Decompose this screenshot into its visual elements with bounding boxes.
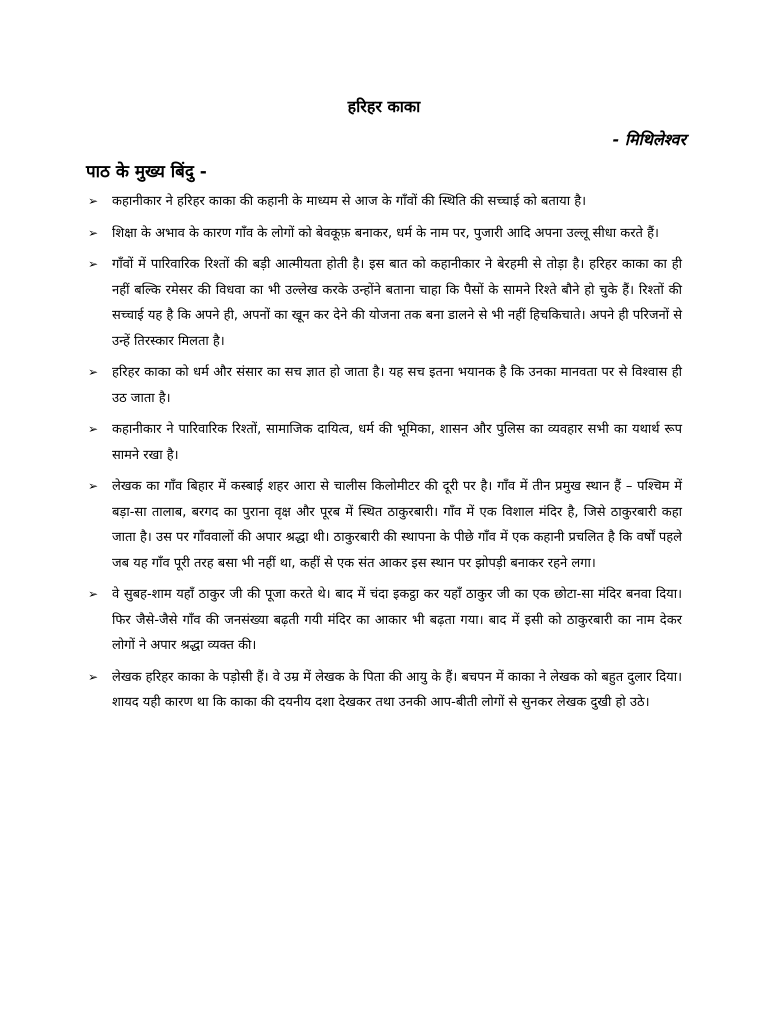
arrow-bullet-icon: ➢ xyxy=(88,365,99,379)
point-text: कहानीकार ने हरिहर काका की कहानी के माध्यम से आज के गाँवों की स्थिति की सच्चाई को बताया है। xyxy=(112,194,587,209)
arrow-bullet-icon: ➢ xyxy=(88,669,99,684)
point-text: कहानीकार ने पारिवारिक रिश्तों, सामाजिक दायित्व, धर्म की भूमिका, शासन और पुलिस का व्यवहार सभी का यथार्थ रूप सामने रखा है। xyxy=(112,422,682,463)
point-text: हरिहर काका को धर्म और संसार का सच ज्ञात हो जाता है। यह सच इतना भयानक है कि उनका मानवता पर से विश्वास ही उठ जाता है। xyxy=(112,365,682,406)
point-text: गाँवों में पारिवारिक रिश्तों की बड़ी आत्मीयता होती है। इस बात को कहानीकार ने बेरहमी से तोड़ा है। हरिहर काका का ही नहीं बल्कि रमेसर की विधवा का भी उल्लेख करके उन्होंने बताना चाहा कि पैसों के सामने रिश्ते बौने हो चुके हैं। रिश्तों की सच्चाई यह है कि अपने ही, अपनों का खून कर देने की योजना तक बना डालने से भी नहीं हिचकिचाते। अपने ही परिजनों से उन्हें तिरस्कार मिलता है। xyxy=(112,257,682,349)
section-heading: पाठ के मुख्य बिंदु - xyxy=(86,162,207,182)
point-text: शिक्षा के अभाव के कारण गाँव के लोगों को बेवकूफ़ बनाकर, धर्म के नाम पर, पुजारी आदि अपना उल्लू सीधा करते हैं। xyxy=(112,225,659,241)
list-item xyxy=(86,582,682,659)
point-text: लेखक हरिहर काका के पड़ोसी हैं। वे उम्र में लेखक के पिता की आयु के हैं। बचपन में काका ने लेखक को बहुत दुलार दिया। शायद यही कारण था कि काका की दयनीय दशा देखकर तथा उनकी आप-बीती लोगों से सुनकर लेखक दुखी हो उठे। xyxy=(112,669,682,710)
point-text: लेखक का गाँव बिहार में कस्बाई शहर आरा से चालीस किलोमीटर की दूरी पर है। गाँव में तीन प्रमुख स्थान हैं – पश्चिम में बड़ा-सा तालाब, बरगद का पुराना वृक्ष और पूरब में स्थित ठाकुरबारी। गाँव में एक विशाल मंदिर है, जिसे ठाकुरबारी कहा जाता है। उस पर गाँववालों की अपार श्रद्धा थी। ठाकुरबारी की स्थापना के पीछे गाँव में एक कहानी प्रचलित है कि वर्षों पहले जब यह गाँव पूरी तरह बसा भी नहीं था, कहीं से एक संत आकर इस स्थान पर झोपड़ी बनाकर रहने लगा। xyxy=(112,479,682,571)
list-item xyxy=(86,474,682,576)
point-text: वे सुबह-शाम यहाँ ठाकुर जी की पूजा करते थे। बाद में चंदा इकट्ठा कर यहाँ ठाकुर जी का एक छोटा-सा मंदिर बनवा दिया। फिर जैसे-जैसे गाँव की जनसंख्या बढ़ती गयी मंदिर का आकार भी बढ़ता गया। बाद में इसी को ठाकुरबारी का नाम देकर लोगों ने अपार श्रद्धा व्यक्त की। xyxy=(112,587,682,653)
author-name: - मिथिलेश्वर xyxy=(612,130,686,149)
document-title: हरिहर काका xyxy=(347,97,421,116)
arrow-bullet-icon: ➢ xyxy=(88,225,99,240)
arrow-bullet-icon: ➢ xyxy=(88,194,99,208)
arrow-bullet-icon: ➢ xyxy=(88,422,99,436)
list-item xyxy=(86,189,682,215)
list-item xyxy=(86,221,682,247)
list-item xyxy=(86,417,682,468)
arrow-bullet-icon: ➢ xyxy=(88,479,99,493)
arrow-bullet-icon: ➢ xyxy=(88,257,99,271)
key-points-list xyxy=(86,189,682,722)
list-item xyxy=(86,252,682,354)
arrow-bullet-icon: ➢ xyxy=(88,587,99,601)
list-item xyxy=(86,360,682,411)
list-item xyxy=(86,665,682,716)
